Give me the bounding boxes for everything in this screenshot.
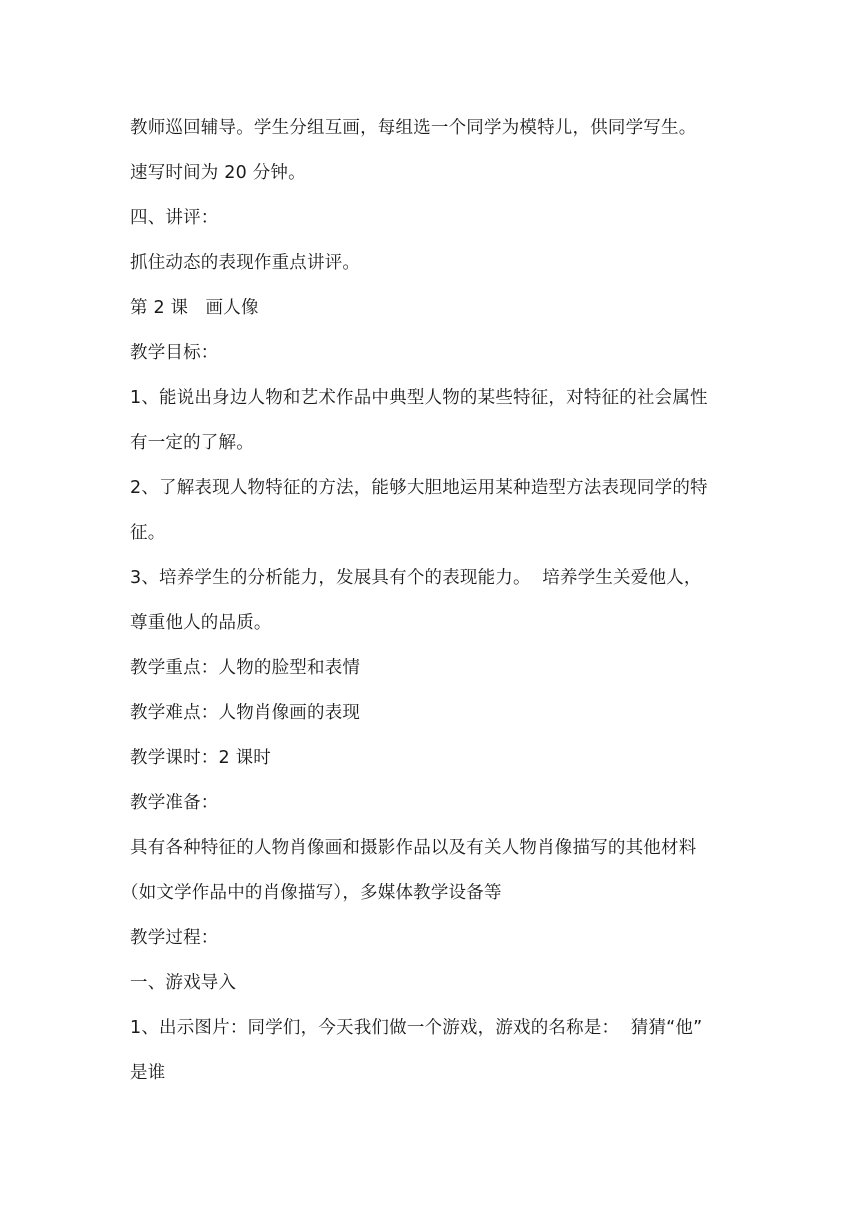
text-line: 1、出示图片：同学们，今天我们做一个游戏，游戏的名称是： 猜猜“他” [130, 1018, 703, 1038]
text-line: 征。 [130, 523, 166, 543]
text-line: 尊重他人的品质。 [130, 613, 272, 633]
text-line: 教学重点：人物的脸型和表情 [130, 658, 361, 678]
text-line: （如文学作品中的肖像描写），多媒体教学设备等 [121, 883, 502, 903]
text-line: 2、了解表现人物特征的方法，能够大胆地运用某种造型方法表现同学的特 [130, 478, 708, 498]
section-heading: 四、讲评： [130, 208, 219, 228]
lesson-title: 第 2 课 画人像 [130, 298, 259, 318]
section-heading: 教学目标： [130, 343, 219, 363]
text-line: 有一定的了解。 [130, 433, 254, 453]
text-line: 具有各种特征的人物肖像画和摄影作品以及有关人物肖像描写的其他材料 [130, 838, 697, 858]
text-line: 抓住动态的表现作重点讲评。 [130, 253, 361, 273]
text-line: 是谁 [130, 1063, 166, 1083]
text-line: 1、能说出身边人物和艺术作品中典型人物的某些特征，对特征的社会属性 [130, 388, 708, 408]
section-heading: 教学过程： [130, 928, 219, 948]
text-line: 速写时间为 20 分钟。 [130, 163, 306, 183]
text-line: 3、培养学生的分析能力，发展具有个的表现能力。 培养学生关爱他人， [130, 568, 702, 588]
text-line: 教师巡回辅导。学生分组互画，每组选一个同学为模特儿，供同学写生。 [130, 118, 697, 138]
section-heading: 一、游戏导入 [130, 973, 237, 993]
text-line: 教学难点：人物肖像画的表现 [130, 703, 361, 723]
section-heading: 教学准备： [130, 793, 219, 813]
text-line: 教学课时：2 课时 [130, 748, 271, 768]
